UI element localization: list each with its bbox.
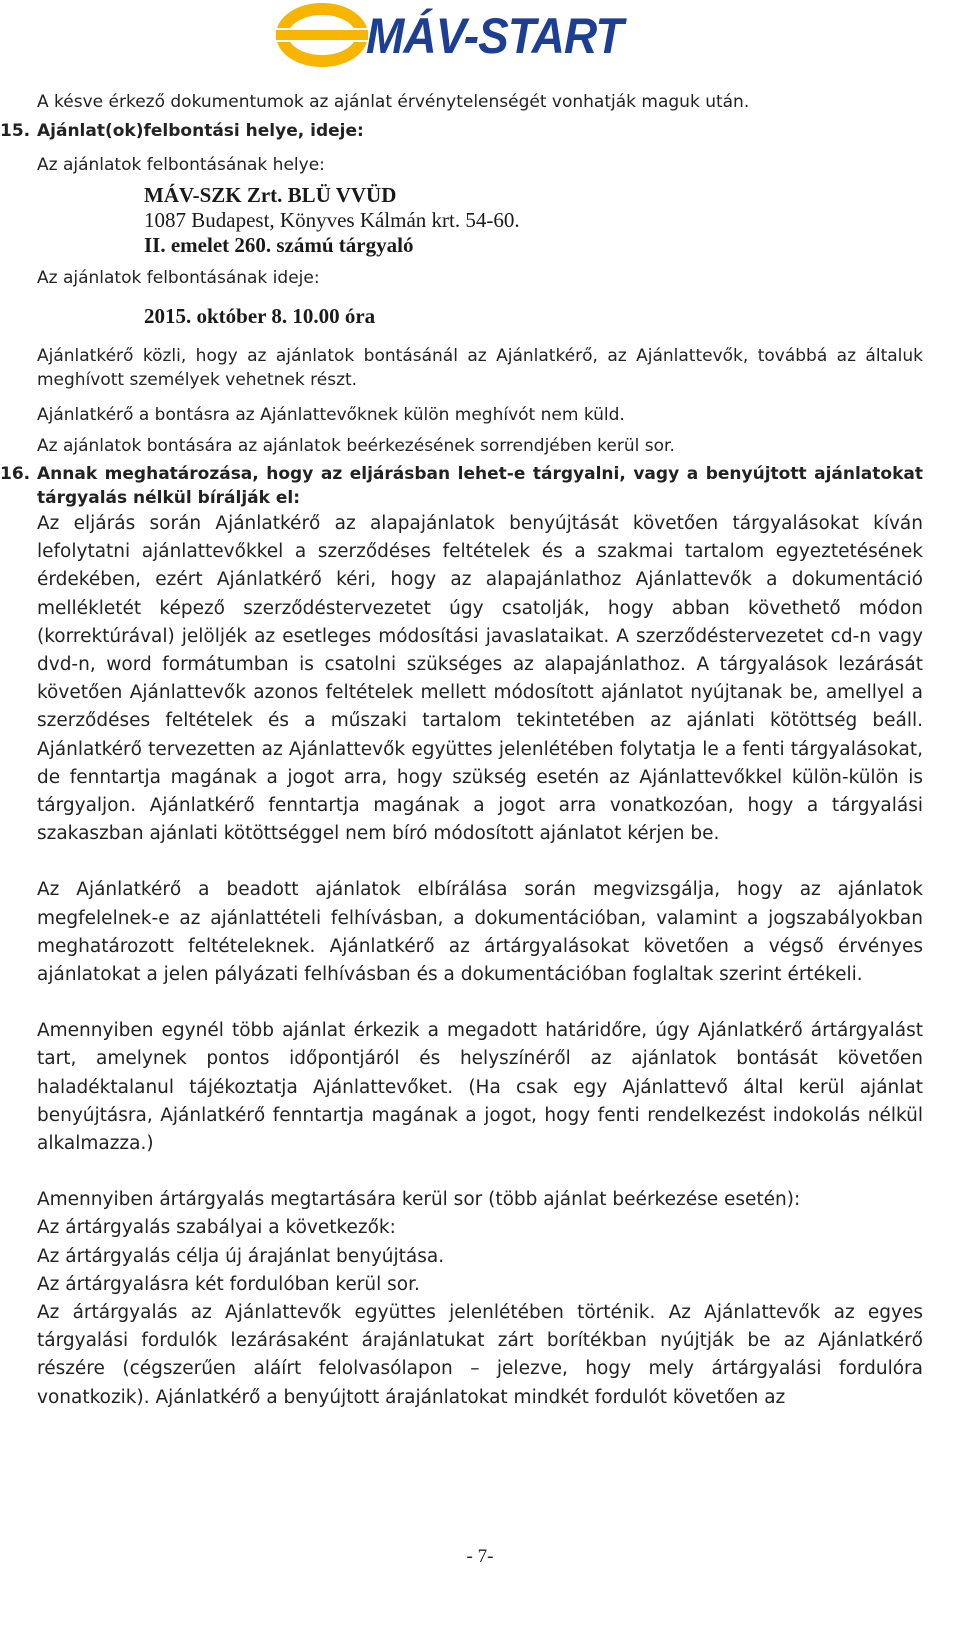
document-body <box>0 90 923 1412</box>
opening-time-block <box>37 302 923 338</box>
price-negotiation-condition: Amennyiben ártárgyalás megtartására kerül sor (több ajánlat beérkezése esetén): <box>37 1189 801 1211</box>
section-15-heading <box>0 116 923 150</box>
price-negotiation-goal: Az ártárgyalás célja új árajánlat benyújtása. <box>37 1245 445 1267</box>
mav-start-logo-mark-icon <box>276 2 368 68</box>
opening-time-label: Az ajánlatok felbontásának ideje: <box>37 268 320 288</box>
section-16-title: Annak meghatározása, hogy az eljárásban lehet-e tárgyalni, vagy a benyújtott ajánlatokat tárgyalás nélkül bírálják el: <box>37 464 923 508</box>
price-negotiation-rules-heading: Az ártárgyalás szabályai a következők: <box>37 1217 396 1239</box>
page-number: - 7- <box>466 1546 494 1567</box>
mav-start-logo <box>276 2 686 68</box>
attendance-paragraph: Ajánlatkérő közli, hogy az ajánlatok bontásánál az Ajánlatkérő, az Ajánlattevők, továbbá az általuk meghívott személyek vehetnek részt. <box>37 346 923 390</box>
no-invitation-note: Ajánlatkérő a bontásra az Ajánlattevőknek külön meghívót nem küld. <box>37 405 625 425</box>
section-15-number: 15. <box>0 121 31 141</box>
opening-order-note: Az ajánlatok bontására az ajánlatok beérkezésének sorrendjében kerül sor. <box>37 436 675 456</box>
evaluation-paragraph: Az Ajánlatkérő a beadott ajánlatok elbírálása során megvizsgálja, hogy az ajánlatok megfelelnek-e az ajánlattételi felhívásban, a dokumentációban, valamint a jogszabályokban meghatározott feltételeknek. Ajánlatkérő az ártárgyalásokat követően a végső érvényes ajánlatokat a jelen pályázati felhívásban és a dokumentációban foglaltak szerint értékeli. <box>37 879 923 986</box>
opening-place-block <box>37 182 923 262</box>
section-16-heading <box>0 462 923 510</box>
section-16-number: 16. <box>0 464 31 484</box>
logo-text: MÁV-START <box>366 8 623 64</box>
price-negotiation-procedure: Az ártárgyalás az Ajánlattevők együttes jelenlétében történik. Az Ajánlattevők az egyes tárgyalási fordulók lezárásaként árajánlatukat zárt borítékban nyújtják be az Ajánlatkérő részére (cégszerűen aláírt felolvasólapon – jelezve, hogy mely ártárgyalási fordulóra vonatkozik). Ajánlatkérő a benyújtott árajánlatokat mindkét fordulót követően az <box>37 1302 923 1408</box>
late-documents-note: A késve érkező dokumentumok az ajánlat érvénytelenségét vonhatják maguk után. <box>37 92 750 112</box>
opening-place-room: II. emelet 260. számú tárgyaló <box>144 233 414 257</box>
price-negotiation-paragraph: Amennyiben egynél több ajánlat érkezik a megadott határidőre, úgy Ajánlatkérő ártárgyalást tart, amelynek pontos időpontjáról és helyszínéről az ajánlatok bontását követően haladéktalanul tájékoztatja Ajánlattevőket. (Ha csak egy Ajánlattevő által kerül ajánlat benyújtásra, Ajánlatkérő fenntartja magának a jogot, hogy fenti rendelkezést indokolás nélkül alkalmazza.) <box>37 1020 923 1155</box>
negotiation-paragraph: Az eljárás során Ajánlatkérő az alapajánlatok benyújtását követően tárgyalásokat kíván lefolytatni ajánlattevőkkel a szerződéses feltételek és a szakmai tartalom egyeztetésének érdekében, ezért Ajánlatkérő kéri, hogy az alapajánlathoz Ajánlattevők a dokumentáció mellékletét képező szerződéstervezetet úgy csatolják, hogy abban követhető módon (korrektúrával) jelöljék az esetleges módosítási javaslataikat. A szerződéstervezetet cd-n vagy dvd-n, word formátumban is csatolni szükséges az alapajánlathoz. A tárgyalások lezárását követően Ajánlattevők azonos feltételek mellett módosított ajánlatot nyújtanak be, amellyel a szerződéses feltételek és a műszaki tartalom tekintetében az ajánlati kötöttség beáll. Ajánlatkérő tervezetten az Ajánlattevők együttes jelenlétében folytatja le a fenti tárgyalásokat, de fenntartja magának a jogot arra, hogy szükség esetén az Ajánlattevőkkel külön-külön is tárgyaljon. Ajánlatkérő fenntartja magának a jogot arra vonatkozóan, hogy a tárgyalási szakaszban ajánlati kötöttséggel nem bíró módosított ajánlatot kérjen be. <box>37 513 923 845</box>
price-negotiation-rounds: Az ártárgyalásra két fordulóban kerül sor. <box>37 1273 420 1295</box>
opening-place-label: Az ajánlatok felbontásának helye: <box>37 155 325 175</box>
section-15-title: Ajánlat(ok)felbontási helye, ideje: <box>37 121 364 141</box>
opening-place-address: 1087 Budapest, Könyves Kálmán krt. 54-60. <box>144 208 520 232</box>
opening-place-company: MÁV-SZK Zrt. BLÜ VVÜD <box>144 183 397 207</box>
opening-time-value: 2015. október 8. 10.00 óra <box>144 304 376 328</box>
